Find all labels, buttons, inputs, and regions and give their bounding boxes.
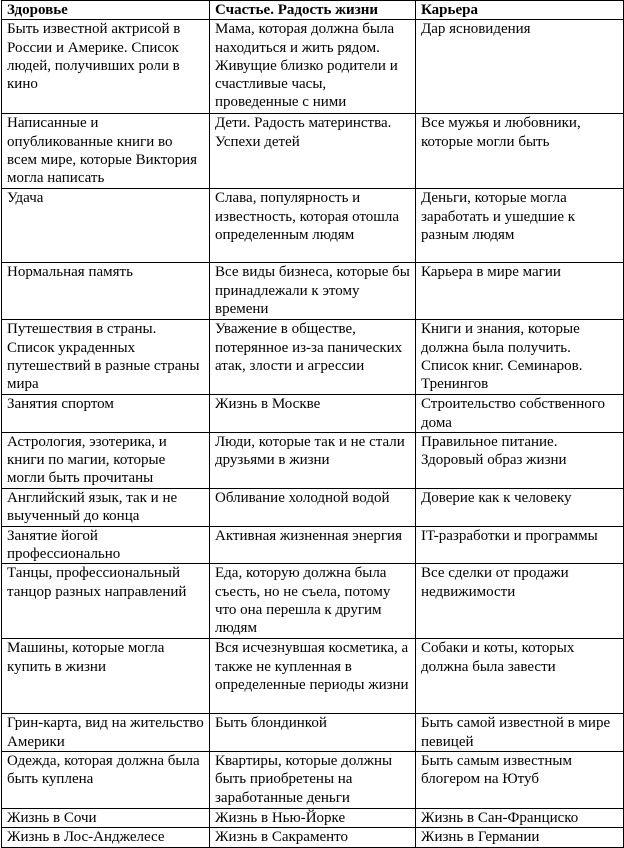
cell-health: Астрология, эзотерика, и книги по магии, которые могли быть прочитаны	[2, 432, 210, 488]
header-row	[2, 1, 624, 20]
cell-career: Собаки и коты, которых должна была завести	[416, 639, 624, 714]
cell-happiness: Дети. Радость материнства. Успехи детей	[210, 114, 416, 189]
cell-happiness: Мама, которая должна была находиться и жить рядом. Живущие близко родители и счастливые часы, проведенные с ними	[210, 20, 416, 114]
cell-happiness: Жизнь в Сакраменто	[210, 828, 416, 847]
cell-health: Грин-карта, вид на жительство Америки	[2, 714, 210, 752]
cell-health: Жизнь в Лос-Анджелесе	[2, 828, 210, 847]
cell-happiness: Жизнь в Москве	[210, 395, 416, 433]
wish-table	[1, 0, 624, 848]
cell-career: Быть самым известным блогером на Ютуб	[416, 752, 624, 809]
cell-career: Правильное питание. Здоровый образ жизни	[416, 432, 624, 488]
cell-health: Занятия спортом	[2, 395, 210, 433]
cell-career: Карьера в мире магии	[416, 263, 624, 320]
header-career: Карьера	[416, 1, 624, 20]
table-row	[2, 714, 624, 752]
cell-health: Быть известной актрисой в России и Америке. Список людей, получивших роли в кино	[2, 20, 210, 114]
table-row	[2, 263, 624, 320]
cell-career: IT-разработки и программы	[416, 526, 624, 564]
table-row	[2, 189, 624, 263]
table-row	[2, 564, 624, 639]
cell-health: Танцы, профессиональный танцор разных направлений	[2, 564, 210, 639]
cell-happiness: Еда, которую должна была съесть, но не съела, потому что она перешла к другим людям	[210, 564, 416, 639]
table-row	[2, 639, 624, 714]
cell-health: Написанные и опубликованные книги во всем мире, которые Виктория могла написать	[2, 114, 210, 189]
cell-health: Жизнь в Сочи	[2, 809, 210, 828]
table-row	[2, 488, 624, 526]
cell-health: Одежда, которая должна была быть куплена	[2, 752, 210, 809]
table-row	[2, 114, 624, 189]
table-row	[2, 395, 624, 433]
cell-career: Дар ясновидения	[416, 20, 624, 114]
cell-happiness: Вся исчезнувшая косметика, а также не купленная в определенные периоды жизни	[210, 639, 416, 714]
cell-happiness: Быть блондинкой	[210, 714, 416, 752]
cell-happiness: Уважение в обществе, потерянное из-за панических атак, злости и агрессии	[210, 320, 416, 395]
header-happiness: Счастье. Радость жизни	[210, 1, 416, 20]
table-row	[2, 20, 624, 114]
table-row	[2, 809, 624, 828]
cell-happiness: Жизнь в Нью-Йорке	[210, 809, 416, 828]
cell-career: Быть самой известной в мире певицей	[416, 714, 624, 752]
cell-career: Строительство собственного дома	[416, 395, 624, 433]
cell-health: Удача	[2, 189, 210, 263]
cell-happiness: Активная жизненная энергия	[210, 526, 416, 564]
table-row	[2, 320, 624, 395]
cell-career: Все мужья и любовники, которые могли быть	[416, 114, 624, 189]
table-row	[2, 828, 624, 847]
cell-health: Занятие йогой профессионально	[2, 526, 210, 564]
cell-career: Книги и знания, которые должна была получить. Список книг. Семинаров. Тренингов	[416, 320, 624, 395]
cell-career: Деньги, которые могла заработать и ушедшие к разным людям	[416, 189, 624, 263]
cell-happiness: Все виды бизнеса, которые бы принадлежали к этому времени	[210, 263, 416, 320]
cell-happiness: Квартиры, которые должны быть приобретены на заработанные деньги	[210, 752, 416, 809]
table-row	[2, 432, 624, 488]
cell-career: Доверие как к человеку	[416, 488, 624, 526]
cell-health: Путешествия в страны. Список украденных путешествий в разные страны мира	[2, 320, 210, 395]
cell-career: Жизнь в Сан-Франциско	[416, 809, 624, 828]
header-health: Здоровье	[2, 1, 210, 20]
table-row	[2, 526, 624, 564]
cell-happiness: Обливание холодной водой	[210, 488, 416, 526]
cell-happiness: Слава, популярность и известность, которая отошла определенным людям	[210, 189, 416, 263]
cell-health: Английский язык, так и не выученный до конца	[2, 488, 210, 526]
cell-career: Все сделки от продажи недвижимости	[416, 564, 624, 639]
cell-health: Машины, которые могла купить в жизни	[2, 639, 210, 714]
cell-happiness: Люди, которые так и не стали друзьями в жизни	[210, 432, 416, 488]
table-row	[2, 752, 624, 809]
cell-health: Нормальная память	[2, 263, 210, 320]
cell-career: Жизнь в Германии	[416, 828, 624, 847]
